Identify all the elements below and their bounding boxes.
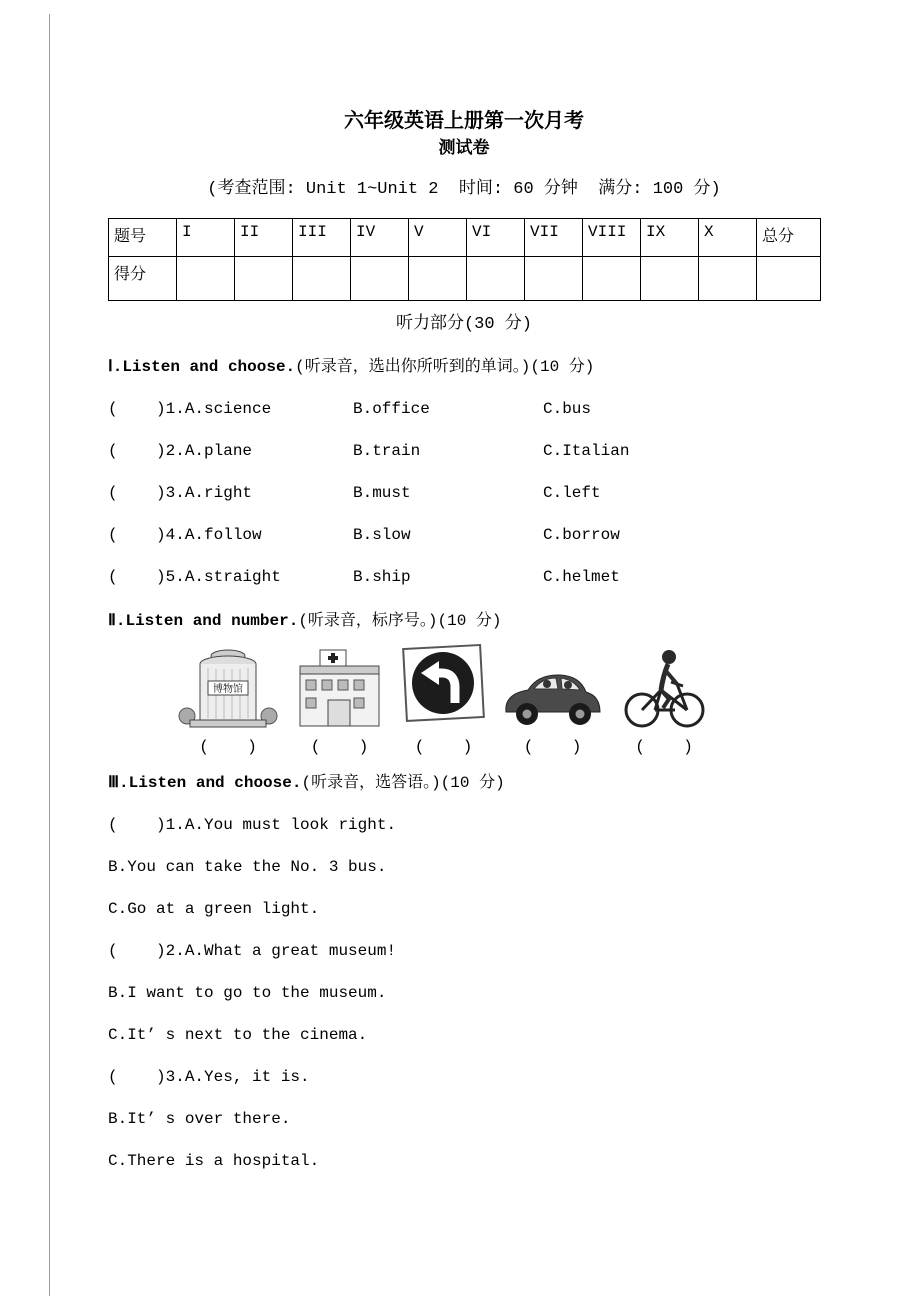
part1-item-3 [108, 482, 820, 504]
option-b: B.ship [353, 568, 411, 586]
exam-info: (考查范围: Unit 1~Unit 2 时间: 60 分钟 满分: 100 分) [207, 180, 721, 199]
option-b: B.train [353, 442, 421, 460]
part1-heading [108, 356, 820, 378]
score-table-score-row [109, 257, 821, 301]
page-title: 六年级英语上册第一次月考 [344, 111, 584, 134]
part3-line: B.You can take the No. 3 bus. [108, 858, 387, 876]
image-turn-left-sign [401, 642, 486, 758]
score-cell-empty [409, 257, 467, 301]
score-cell-empty [351, 257, 409, 301]
part2-heading [108, 610, 820, 632]
answer-paren: ( ) [108, 484, 166, 502]
image-museum [178, 642, 278, 758]
part2-images-row [108, 642, 820, 758]
score-cell-empty [525, 257, 583, 301]
score-table-col-header: VIII [583, 219, 641, 257]
part1-item-5-a [108, 566, 353, 588]
score-cell-empty [467, 257, 525, 301]
answer-paren: ( ) [414, 738, 473, 756]
part1-heading-note: (听录音，选出你所听到的单词。)(10 分) [295, 358, 595, 376]
part3-heading-title: Ⅲ.Listen and choose. [108, 774, 302, 792]
score-table-col-header: III [293, 219, 351, 257]
hospital-icon [292, 642, 387, 730]
score-table-col-header: II [235, 219, 293, 257]
exam-paper [108, 110, 820, 1172]
answer-paren: ( ) [199, 738, 257, 756]
part3-line: B.I want to go to the museum. [108, 984, 387, 1002]
part2-heading-title: Ⅱ.Listen and number. [108, 612, 299, 630]
part3-line: B.It’ s over there. [108, 1110, 291, 1128]
score-cell-empty [699, 257, 757, 301]
answer-paren: ( ) [310, 738, 369, 756]
option-a: A.plane [184, 442, 253, 460]
option-b: B.must [353, 484, 411, 502]
part1-item-1-a [108, 398, 353, 420]
option-c: C.helmet [543, 568, 620, 586]
option-a: A.right [184, 484, 253, 502]
item-number: 2. [165, 442, 185, 460]
score-cell-empty [641, 257, 699, 301]
answer-paren: ( ) [523, 738, 582, 756]
part3-line: C.There is a hospital. [108, 1152, 320, 1170]
page-subtitle: 测试卷 [438, 140, 490, 159]
image-bicycle [619, 642, 709, 758]
part3-line: C.It’ s next to the cinema. [108, 1026, 368, 1044]
score-table-col-header: IV [351, 219, 409, 257]
option-a: A.follow [184, 526, 262, 544]
image-hospital [292, 642, 387, 758]
option-c: C.left [543, 484, 601, 502]
score-table-col-header: X [699, 219, 757, 257]
score-cell-empty [235, 257, 293, 301]
answer-paren: ( ) [108, 442, 166, 460]
score-table-col-header: VII [525, 219, 583, 257]
score-table-col-header: V [409, 219, 467, 257]
part3-heading-note: (听录音，选答语。)(10 分) [301, 774, 505, 792]
museum-sign-text: 博物馆 [213, 685, 243, 696]
left-margin-line [49, 14, 50, 1296]
score-table-col-header: 总分 [757, 219, 821, 257]
part1-item-2-a [108, 440, 353, 462]
score-table-col-header: IX [641, 219, 699, 257]
option-a: A.science [184, 400, 272, 418]
score-table-header-row [109, 219, 821, 257]
score-cell-empty [757, 257, 821, 301]
part3-heading [108, 772, 820, 794]
option-c: C.bus [543, 400, 592, 418]
score-table [108, 218, 821, 301]
part1-item-4 [108, 524, 820, 546]
bicycle-icon [619, 642, 709, 730]
part3-line: ( )2.A.What a great museum! [108, 942, 397, 960]
score-table-col-header: I [177, 219, 235, 257]
turn-left-sign-icon [401, 642, 486, 730]
item-number: 3. [165, 484, 185, 502]
part1-item-1 [108, 398, 820, 420]
item-number: 1. [165, 400, 185, 418]
score-table-col-header: VI [467, 219, 525, 257]
option-b: B.office [353, 400, 430, 418]
listening-section-title: 听力部分(30 分) [395, 315, 532, 334]
part2-heading-note: (听录音，标序号。)(10 分) [298, 612, 502, 630]
part1-item-2 [108, 440, 820, 462]
answer-paren: ( ) [635, 738, 693, 756]
score-table-row-label: 题号 [109, 219, 177, 257]
answer-paren: ( ) [108, 526, 166, 544]
part3-line: ( )3.A.Yes, it is. [108, 1068, 310, 1086]
item-number: 5. [165, 568, 185, 586]
score-cell-empty [583, 257, 641, 301]
answer-paren: ( ) [108, 400, 166, 418]
part1-heading-title: Ⅰ.Listen and choose. [108, 358, 296, 376]
part1-item-3-a [108, 482, 353, 504]
image-car [500, 664, 605, 758]
museum-icon [178, 642, 278, 730]
option-b: B.slow [353, 526, 411, 544]
part1-item-5 [108, 566, 820, 588]
item-number: 4. [165, 526, 185, 544]
option-c: C.Italian [543, 442, 630, 460]
option-a: A.straight [184, 568, 281, 586]
option-c: C.borrow [543, 526, 620, 544]
car-icon [500, 664, 605, 730]
score-table-row-label: 得分 [109, 257, 177, 301]
answer-paren: ( ) [108, 568, 166, 586]
part3-line: ( )1.A.You must look right. [108, 816, 397, 834]
part1-item-4-a [108, 524, 353, 546]
score-cell-empty [177, 257, 235, 301]
score-cell-empty [293, 257, 351, 301]
part3-line: C.Go at a green light. [108, 900, 320, 918]
